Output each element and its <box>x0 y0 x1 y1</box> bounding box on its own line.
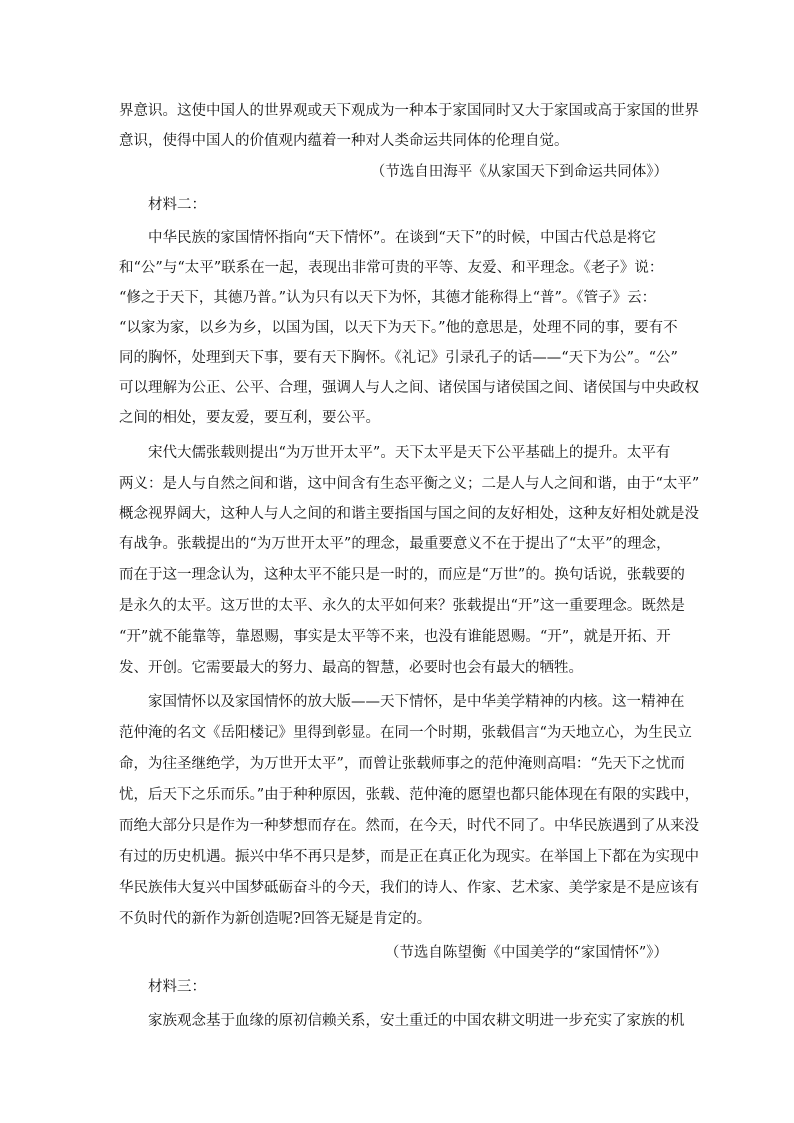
paragraph-line: 不负时代的新作为新创造呢?回答无疑是肯定的。 <box>119 911 432 927</box>
paragraph-line: 同的胸怀，处理到天下事，要有天下胸怀。《礼记》引录孔子的话——“天下为公”。“公” <box>119 350 678 366</box>
paragraph-line: 命，为往圣继绝学，为万世开太平”，而曾让张载师事之的范仲淹则高唱：“先天下之忧而 <box>119 756 685 772</box>
paragraph-line: 界意识。这使中国人的世界观或天下观成为一种本于家国同时又大于家国或高于家国的世界 <box>119 103 699 119</box>
paragraph-line: 家国情怀以及家国情怀的放大版——天下情怀，是中华美学精神的内核。这一精神在 <box>148 694 685 710</box>
source-citation: （节选自陈望衡《中国美学的“家国情怀”》） <box>384 945 668 961</box>
paragraph-line: 忧，后天下之乐而乐。”由于种种原因，张载、范仲淹的愿望也都只能体现在有限的实践中， <box>119 787 700 803</box>
paragraph-line: 家族观念基于血缘的原初信赖关系，安土重迁的中国农耕文明进一步充实了家族的机 <box>148 1013 685 1029</box>
paragraph-line: 两义：是人与自然之间和谐，这中间含有生态平衡之义；二是人与人之间和谐，由于“太平” <box>119 476 700 492</box>
paragraph-line: 意识，使得中国人的价值观内蕴着一种对人类命运共同体的伦理自觉。 <box>119 133 569 149</box>
paragraph-line: 概念视界阔大，这种人与人之间的和谐主要指国与国之间的友好相处，这种友好相处就是没 <box>119 506 699 522</box>
paragraph-line: 发、开创。它需要最大的努力、最高的智慧，必要时也会有最大的牺牲。 <box>119 660 583 676</box>
paragraph-line: 宋代大儒张载则提出“为万世开太平”。天下太平是天下公平基础上的提升。太平有 <box>148 445 671 461</box>
paragraph-line: “修之于天下，其德乃普。”认为只有以天下为怀，其德才能称得上“普”。《管子》云： <box>119 290 657 306</box>
paragraph-line: 中华民族的家国情怀指向“天下情怀”。在谈到“天下”的时候，中国古代总是将它 <box>148 230 657 246</box>
paragraph-line: 华民族伟大复兴中国梦砥砺奋斗的今天，我们的诗人、作家、艺术家、美学家是不是应该有 <box>119 880 699 896</box>
paragraph-line: 可以理解为公正、公平、合理，强调人与人之间、诸侯国与诸侯国之间、诸侯国与中央政权 <box>119 380 699 396</box>
paragraph-line: 之间的相处，要友爱，要互利，要公平。 <box>119 410 380 426</box>
paragraph-line: 而在于这一理念认为，这种太平不能只是一时的，而应是“万世”的。换句话说，张载要的 <box>119 567 685 583</box>
paragraph-line: “开”就不能靠等，靠恩赐，事实是太平等不来，也没有谁能恩赐。“开”，就是开拓、开 <box>119 629 671 645</box>
paragraph-line: 是永久的太平。这万世的太平、永久的太平如何来？张载提出“开”这一重要理念。既然是 <box>119 598 685 614</box>
paragraph-line: 有过的历史机遇。振兴中华不再只是梦，而是正在真正化为现实。在举国上下都在为实现中 <box>119 849 699 865</box>
paragraph-line: 而绝大部分只是作为一种梦想而存在。然而，在今天，时代不同了。中华民族遇到了从来没 <box>119 818 699 834</box>
section-heading: 材料二： <box>148 197 206 213</box>
paragraph-line: 有战争。张载提出的“为万世开太平”的理念，最重要意义不在于提出了“太平”的理念， <box>119 536 671 552</box>
paragraph-line: 范仲淹的名文《岳阳楼记》里得到彰显。在同一个时期，张载倡言“为天地立心，为生民立 <box>119 725 692 741</box>
paragraph-line: 和“公”与“太平”联系在一起，表现出非常可贵的平等、友爱、和平理念。《老子》说： <box>119 260 664 276</box>
paragraph-line: “以家为家，以乡为乡，以国为国，以天下为天下。”他的意思是，处理不同的事，要有不 <box>119 320 678 336</box>
source-citation: （节选自田海平《从家国天下到命运共同体》） <box>370 164 668 180</box>
section-heading: 材料三： <box>148 979 206 995</box>
